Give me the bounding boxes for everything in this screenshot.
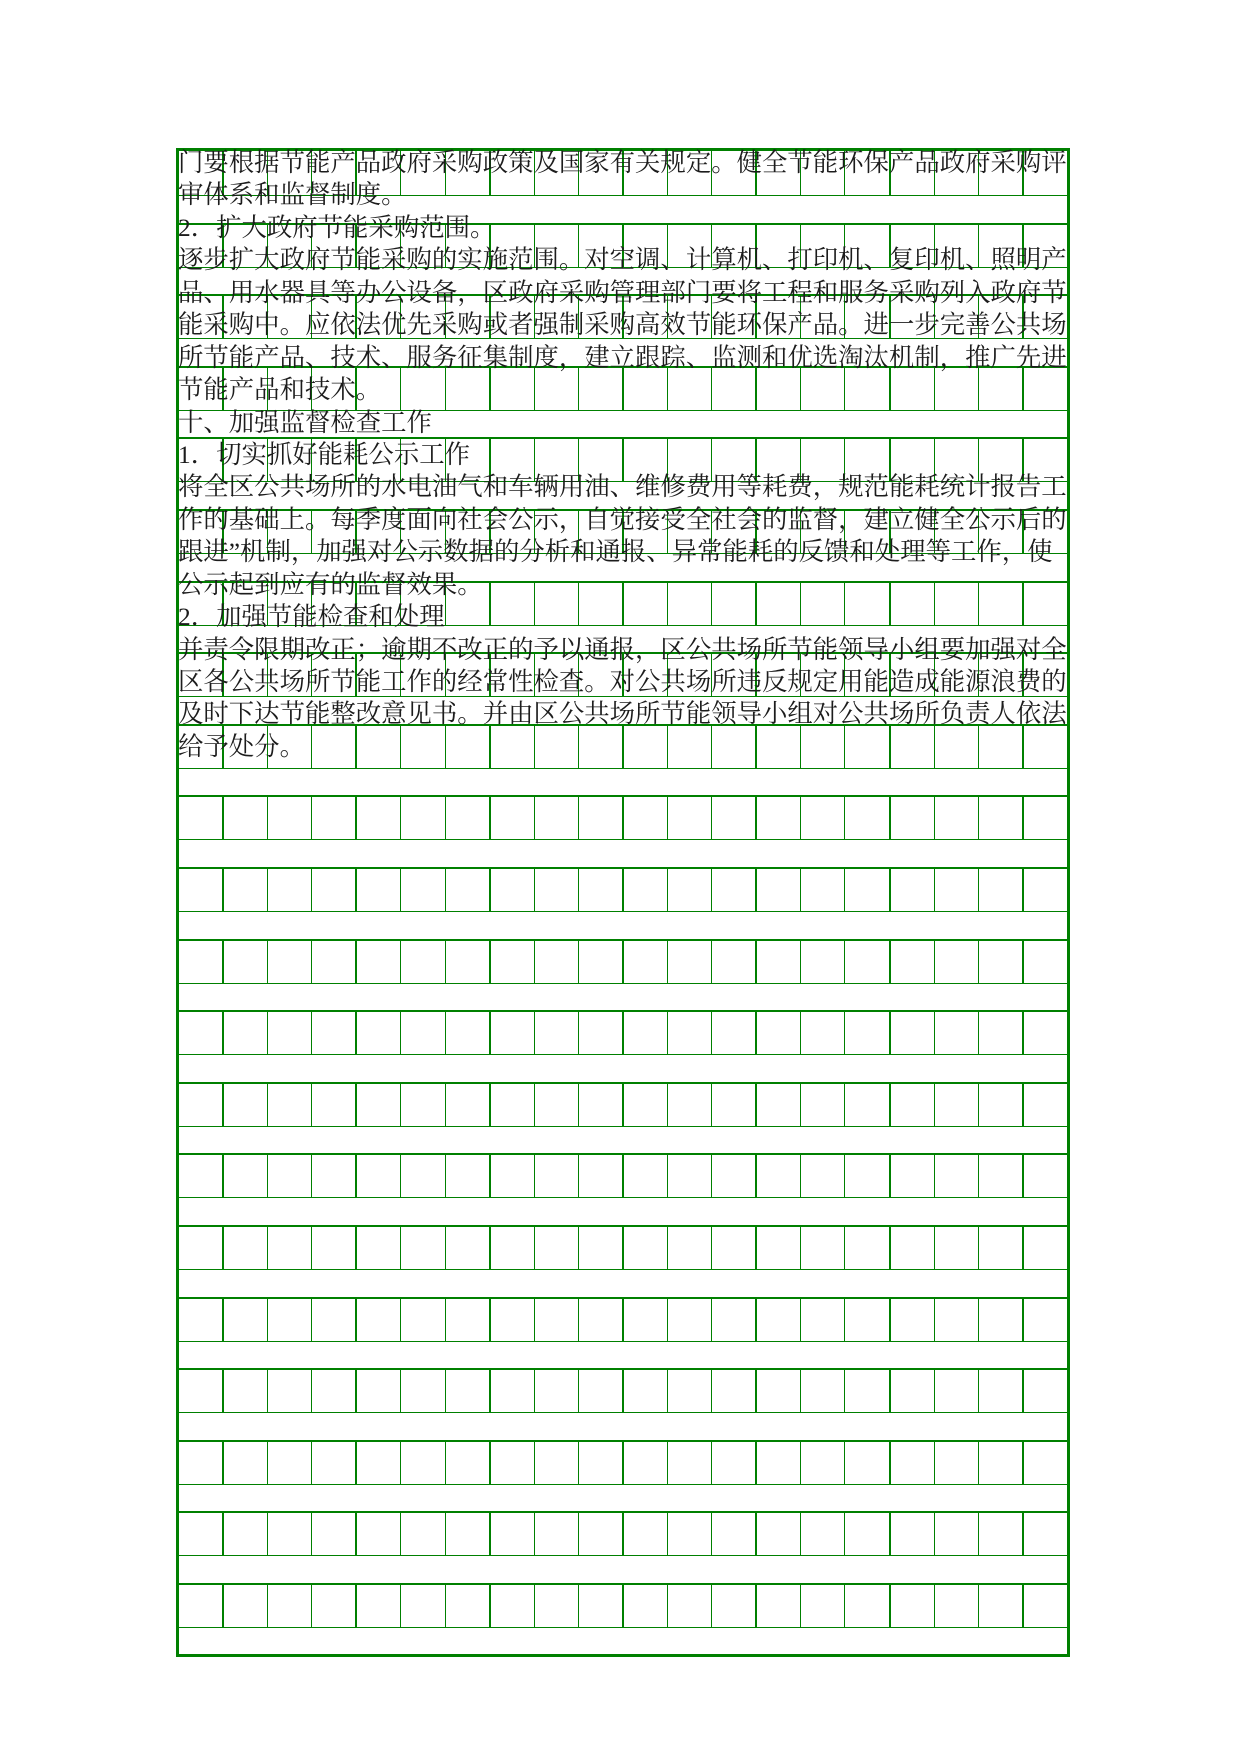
grid-cell (491, 1084, 535, 1126)
grid-cell (491, 1513, 535, 1555)
grid-cell (935, 1227, 979, 1269)
grid-cell (312, 797, 357, 839)
grid-cell (179, 1370, 224, 1412)
grid-cell (757, 1442, 801, 1484)
grid-cell (668, 1513, 712, 1555)
grid-cell (224, 1370, 268, 1412)
grid-cell-row (179, 1082, 1067, 1126)
grid-cell (268, 941, 312, 983)
grid-cell (757, 1299, 801, 1341)
grid-cell (357, 1299, 401, 1341)
grid-cell-row (179, 939, 1067, 983)
grid-cell (801, 1513, 845, 1555)
grid-cell (1024, 797, 1067, 839)
grid-cell (535, 941, 579, 983)
grid-cell (757, 1012, 801, 1054)
grid-cell (491, 1370, 535, 1412)
grid-cell (845, 1370, 890, 1412)
text-line: 2．加强节能检查和处理 (178, 603, 445, 632)
grid-cell (668, 1227, 712, 1269)
grid-cell (757, 1513, 801, 1555)
grid-cell (1024, 1227, 1067, 1269)
grid-cell (312, 869, 357, 911)
grid-cell (801, 1585, 845, 1627)
grid-cell (891, 941, 935, 983)
grid-cell (401, 1513, 445, 1555)
grid-cell (401, 1155, 445, 1197)
grid-cell (357, 1585, 401, 1627)
grid-cell (1024, 1513, 1067, 1555)
grid-cell (268, 797, 312, 839)
grid-cell (446, 1513, 491, 1555)
grid-cell (224, 1299, 268, 1341)
grid-cell (845, 1012, 890, 1054)
grid-gap-row (179, 768, 1067, 796)
grid-cell (891, 1585, 935, 1627)
grid-cell (979, 1442, 1024, 1484)
grid-gap-row (179, 1555, 1067, 1583)
grid-cell (1024, 1012, 1067, 1054)
grid-cell (224, 869, 268, 911)
grid-cell (845, 1227, 890, 1269)
grid-cell (801, 941, 845, 983)
grid-cell (312, 1585, 357, 1627)
text-line: 并责令限期改正；逾期不改正的予以通报，区公共场所节能领导小组要加强对全 (178, 635, 1067, 664)
grid-cell (491, 941, 535, 983)
grid-cell (579, 1442, 624, 1484)
grid-cell (801, 1370, 845, 1412)
grid-cell (179, 1155, 224, 1197)
grid-gap-row (179, 1627, 1067, 1655)
grid-cell (268, 1299, 312, 1341)
text-line: 将全区公共场所的水电油气和车辆用油、维修费用等耗费，规范能耗统计报告工 (178, 473, 1067, 502)
grid-cell (446, 1370, 491, 1412)
grid-cell (224, 1012, 268, 1054)
grid-cell (268, 1227, 312, 1269)
grid-cell (757, 941, 801, 983)
grid-cell (668, 1299, 712, 1341)
grid-cell (401, 797, 445, 839)
grid-cell (446, 941, 491, 983)
grid-cell (891, 1012, 935, 1054)
grid-cell (668, 1585, 712, 1627)
grid-cell (845, 1585, 890, 1627)
grid-cell (935, 1084, 979, 1126)
grid-cell (491, 1012, 535, 1054)
grid-cell (624, 1012, 668, 1054)
text-line: 公示起到应有的监督效果。 (178, 570, 483, 599)
grid-cell (935, 869, 979, 911)
grid-cell-row (179, 1583, 1067, 1627)
grid-cell (446, 1585, 491, 1627)
grid-cell (979, 1084, 1024, 1126)
grid-cell (624, 1155, 668, 1197)
grid-cell-row (179, 1010, 1067, 1054)
grid-cell (845, 1299, 890, 1341)
grid-cell (312, 1155, 357, 1197)
grid-cell (979, 941, 1024, 983)
grid-cell (268, 1370, 312, 1412)
text-line: 审体系和监督制度。 (178, 181, 407, 210)
grid-cell (579, 1513, 624, 1555)
grid-cell (757, 1585, 801, 1627)
grid-cell (535, 1012, 579, 1054)
grid-cell (712, 1585, 757, 1627)
grid-gap-row (179, 1341, 1067, 1369)
text-line: 给予处分。 (178, 732, 305, 761)
grid-cell (801, 1442, 845, 1484)
grid-cell (446, 1299, 491, 1341)
grid-cell (179, 1012, 224, 1054)
grid-cell-row (179, 1153, 1067, 1197)
grid-cell (491, 1442, 535, 1484)
grid-cell (401, 1442, 445, 1484)
grid-cell (845, 1155, 890, 1197)
grid-cell (579, 1370, 624, 1412)
grid-cell (935, 941, 979, 983)
document-text (178, 147, 1088, 763)
grid-cell (312, 1370, 357, 1412)
grid-cell (312, 1084, 357, 1126)
grid-cell (401, 1299, 445, 1341)
grid-cell (935, 1155, 979, 1197)
grid-cell (491, 1299, 535, 1341)
grid-cell (891, 1370, 935, 1412)
grid-cell (312, 1513, 357, 1555)
grid-cell (801, 1227, 845, 1269)
grid-cell (579, 869, 624, 911)
grid-cell-row (179, 1225, 1067, 1269)
grid-cell (668, 1442, 712, 1484)
grid-cell (757, 1227, 801, 1269)
grid-cell (535, 1585, 579, 1627)
grid-cell (891, 1442, 935, 1484)
grid-cell (268, 1442, 312, 1484)
grid-cell (446, 1084, 491, 1126)
grid-cell (845, 797, 890, 839)
grid-cell (979, 869, 1024, 911)
grid-cell (1024, 941, 1067, 983)
grid-cell (935, 1585, 979, 1627)
grid-cell (357, 1227, 401, 1269)
grid-cell (624, 1513, 668, 1555)
grid-cell (268, 869, 312, 911)
grid-cell (579, 1012, 624, 1054)
grid-cell-row (179, 795, 1067, 839)
grid-cell (668, 941, 712, 983)
grid-cell (535, 1227, 579, 1269)
grid-cell (312, 1299, 357, 1341)
grid-gap-row (179, 1054, 1067, 1082)
grid-cell (179, 1585, 224, 1627)
text-line: 作的基础上。每季度面向社会公示，自觉接受全社会的监督，建立健全公示后的 (178, 505, 1067, 534)
text-line: 2．扩大政府节能采购范围。 (178, 213, 496, 242)
grid-gap-row (179, 1126, 1067, 1154)
grid-cell (224, 1227, 268, 1269)
grid-cell (535, 1513, 579, 1555)
grid-cell (179, 1227, 224, 1269)
grid-cell (224, 1155, 268, 1197)
grid-cell (624, 941, 668, 983)
grid-cell (579, 1585, 624, 1627)
grid-cell (801, 869, 845, 911)
grid-cell (179, 1442, 224, 1484)
grid-cell (357, 1012, 401, 1054)
grid-cell (312, 1012, 357, 1054)
grid-cell (712, 1155, 757, 1197)
grid-cell (446, 797, 491, 839)
grid-cell (624, 1442, 668, 1484)
grid-cell (446, 1442, 491, 1484)
grid-cell (491, 1155, 535, 1197)
grid-cell (401, 1227, 445, 1269)
grid-cell (535, 1155, 579, 1197)
grid-gap-row (179, 1197, 1067, 1225)
grid-cell (801, 1012, 845, 1054)
grid-cell (979, 1585, 1024, 1627)
grid-cell (1024, 869, 1067, 911)
grid-cell (801, 1299, 845, 1341)
text-line: 十、加强监督检查工作 (178, 408, 432, 437)
grid-gap-row (179, 1269, 1067, 1297)
grid-cell (535, 869, 579, 911)
grid-cell (979, 797, 1024, 839)
grid-cell (535, 1299, 579, 1341)
grid-cell (179, 869, 224, 911)
grid-cell (757, 1084, 801, 1126)
grid-gap-row (179, 839, 1067, 867)
text-line: 1．切实抓好能耗公示工作 (178, 440, 470, 469)
grid-cell (579, 1299, 624, 1341)
grid-cell (357, 1513, 401, 1555)
grid-gap-row (179, 911, 1067, 939)
grid-cell (624, 869, 668, 911)
grid-cell (224, 797, 268, 839)
grid-cell (801, 1155, 845, 1197)
text-line: 区各公共场所节能工作的经常性检查。对公共场所违反规定用能造成能源浪费的 (178, 668, 1067, 696)
grid-cell (935, 1299, 979, 1341)
grid-cell (312, 1442, 357, 1484)
grid-cell (979, 1299, 1024, 1341)
grid-cell (312, 1227, 357, 1269)
grid-cell (179, 1513, 224, 1555)
grid-cell (935, 1370, 979, 1412)
grid-cell (712, 797, 757, 839)
grid-cell (491, 797, 535, 839)
grid-cell-row (179, 1368, 1067, 1412)
grid-cell (268, 1084, 312, 1126)
grid-cell (179, 1299, 224, 1341)
grid-cell (491, 869, 535, 911)
grid-cell (224, 1084, 268, 1126)
grid-cell (179, 941, 224, 983)
grid-cell (668, 1155, 712, 1197)
grid-cell (491, 1585, 535, 1627)
text-line: 所节能产品、技术、服务征集制度，建立跟踪、监测和优选淘汰机制，推广先进 (178, 343, 1067, 372)
grid-cell (757, 1370, 801, 1412)
grid-cell (979, 1513, 1024, 1555)
grid-cell (446, 869, 491, 911)
grid-cell (979, 1155, 1024, 1197)
grid-cell (579, 941, 624, 983)
grid-cell (401, 1370, 445, 1412)
grid-cell (535, 1370, 579, 1412)
grid-cell (845, 869, 890, 911)
grid-cell (401, 869, 445, 911)
grid-cell (224, 1442, 268, 1484)
grid-cell (446, 1012, 491, 1054)
grid-cell (357, 1442, 401, 1484)
grid-cell (1024, 1084, 1067, 1126)
grid-cell (446, 1155, 491, 1197)
grid-gap-row (179, 1484, 1067, 1512)
grid-cell (624, 1084, 668, 1126)
grid-cell (224, 1513, 268, 1555)
grid-cell (935, 1513, 979, 1555)
grid-cell (979, 1370, 1024, 1412)
grid-cell (357, 869, 401, 911)
grid-cell (624, 1370, 668, 1412)
grid-cell (401, 941, 445, 983)
grid-cell (668, 869, 712, 911)
grid-cell (1024, 1299, 1067, 1341)
grid-cell (845, 1442, 890, 1484)
text-line: 节能产品和技术。 (178, 376, 382, 405)
grid-cell (891, 869, 935, 911)
grid-cell (579, 1227, 624, 1269)
grid-cell (712, 1513, 757, 1555)
grid-cell (357, 797, 401, 839)
grid-cell (1024, 1370, 1067, 1412)
grid-cell (668, 1084, 712, 1126)
grid-cell (268, 1585, 312, 1627)
text-line: 及时下达节能整改意见书。并由区公共场所节能领导小组对公共场所负责人依法 (178, 700, 1067, 729)
text-line: 跟进”机制，加强对公示数据的分析和通报、异常能耗的反馈和处理等工作，使 (178, 538, 1053, 567)
grid-gap-row (179, 1412, 1067, 1440)
grid-cell (845, 1084, 890, 1126)
grid-cell (712, 1227, 757, 1269)
grid-cell (624, 797, 668, 839)
text-line: 逐步扩大政府节能采购的实施范围。对空调、计算机、打印机、复印机、照明产 (178, 246, 1067, 275)
grid-cell (401, 1585, 445, 1627)
grid-cell (268, 1155, 312, 1197)
grid-cell (757, 869, 801, 911)
grid-gap-row (179, 983, 1067, 1011)
grid-cell (179, 797, 224, 839)
grid-cell-row (179, 1297, 1067, 1341)
grid-cell (801, 797, 845, 839)
grid-cell-row (179, 1440, 1067, 1484)
grid-cell (357, 1370, 401, 1412)
text-line: 品、用水器具等办公设备，区政府采购管理部门要将工程和服务采购列入政府节 (178, 278, 1067, 307)
grid-cell (979, 1227, 1024, 1269)
grid-cell (579, 1084, 624, 1126)
grid-cell (535, 1442, 579, 1484)
grid-cell (491, 1227, 535, 1269)
grid-cell (712, 1442, 757, 1484)
grid-cell (712, 1370, 757, 1412)
grid-cell (357, 941, 401, 983)
text-line: 门要根据节能产品政府采购政策及国家有关规定。健全节能环保产品政府采购评 (178, 149, 1067, 177)
grid-cell (712, 941, 757, 983)
grid-cell (712, 1299, 757, 1341)
grid-cell (1024, 1585, 1067, 1627)
grid-cell (224, 1585, 268, 1627)
grid-cell (935, 1012, 979, 1054)
grid-cell (845, 941, 890, 983)
grid-cell (891, 797, 935, 839)
grid-cell (712, 1084, 757, 1126)
grid-cell (401, 1012, 445, 1054)
grid-cell (891, 1084, 935, 1126)
grid-cell (535, 797, 579, 839)
grid-cell (979, 1012, 1024, 1054)
grid-cell (1024, 1442, 1067, 1484)
grid-cell (312, 941, 357, 983)
grid-cell (446, 1227, 491, 1269)
text-line: 能采购中。应依法优先采购或者强制采购高效节能环保产品。进一步完善公共场 (178, 311, 1067, 340)
grid-cell (579, 1155, 624, 1197)
grid-cell (624, 1585, 668, 1627)
grid-cell (757, 797, 801, 839)
grid-cell (224, 941, 268, 983)
grid-cell (801, 1084, 845, 1126)
grid-cell (935, 797, 979, 839)
grid-cell (268, 1513, 312, 1555)
grid-cell (891, 1155, 935, 1197)
grid-cell (357, 1155, 401, 1197)
grid-cell (935, 1442, 979, 1484)
grid-cell (891, 1227, 935, 1269)
grid-cell (891, 1299, 935, 1341)
grid-cell (845, 1513, 890, 1555)
grid-cell-row (179, 867, 1067, 911)
grid-cell (357, 1084, 401, 1126)
grid-cell (268, 1012, 312, 1054)
grid-cell (668, 1370, 712, 1412)
grid-cell (535, 1084, 579, 1126)
grid-cell (757, 1155, 801, 1197)
grid-cell (624, 1299, 668, 1341)
grid-cell (668, 797, 712, 839)
grid-cell (712, 1012, 757, 1054)
grid-cell (179, 1084, 224, 1126)
grid-cell (1024, 1155, 1067, 1197)
grid-cell (401, 1084, 445, 1126)
grid-cell (712, 869, 757, 911)
grid-cell-row (179, 1511, 1067, 1555)
grid-cell (891, 1513, 935, 1555)
grid-cell (668, 1012, 712, 1054)
grid-cell (624, 1227, 668, 1269)
grid-cell (579, 797, 624, 839)
